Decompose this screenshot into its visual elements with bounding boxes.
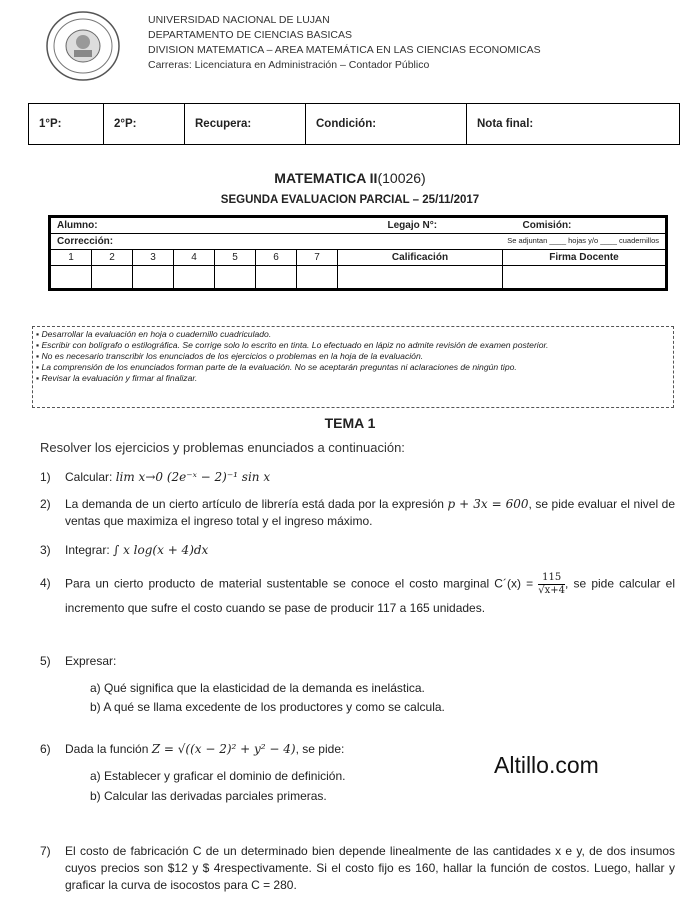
question-text-cont: , se pide:	[295, 742, 345, 756]
exercise-number: 6	[256, 250, 297, 266]
score-cell	[133, 266, 174, 289]
question-text: El costo de fabricación C de un determinado bien depende linealmente de las cantidades x e y, de dos insumos cuyos precios son $12 y $ 4respectivamente. Si el costo fijo es 160, hallar la función de costos. Luego, hallar y graficar la curva de isocostos para C = 280.	[65, 844, 675, 892]
rule-item: ▪ La comprensión de los enunciados forman parte de la evaluación. No se aceptarán preguntas ni aclaraciones de ningún tipo.	[36, 362, 670, 373]
score-cell	[51, 266, 92, 289]
firma-header: Firma Docente	[503, 250, 666, 266]
instructions-intro: Resolver los ejercicios y problemas enunciados a continuación:	[40, 440, 405, 455]
question-number: 5)	[40, 654, 51, 668]
exercise-number: 1	[51, 250, 92, 266]
question-3	[40, 542, 675, 559]
question-text: Integrar:	[65, 543, 114, 557]
question-number: 6)	[40, 742, 51, 756]
fraction-numerator: 115	[538, 572, 565, 585]
marginal-cost-fraction	[538, 572, 565, 597]
firma-cell	[503, 266, 666, 289]
question-text: La demanda de un cierto artículo de librería está dada por la expresión	[65, 497, 448, 511]
question-6b: b) Calcular las derivadas parciales primeras.	[90, 789, 327, 803]
fraction-denominator: √x+4	[538, 585, 566, 596]
question-math: p + 3x = 600	[447, 497, 529, 511]
question-number: 2)	[40, 497, 51, 511]
question-text-cont: , se pide evaluar el nivel de ventas que maximiza el ingreso total y el ingreso máximo.	[65, 497, 675, 528]
score-cell	[215, 266, 256, 289]
calificacion-cell	[338, 266, 503, 289]
question-number: 7)	[40, 844, 51, 858]
adjuntan-note: Se adjuntan ____ hojas y/o ____ cuadernillos	[507, 236, 659, 245]
correccion-row	[51, 234, 666, 250]
question-text: Para un cierto producto de material sustentable se conoce el costo marginal C´(x) =	[65, 576, 539, 591]
question-1	[40, 469, 675, 486]
question-5a: a) Qué significa que la elasticidad de la demanda es inelástica.	[90, 681, 425, 695]
score-cell	[256, 266, 297, 289]
question-math: lim x→0 (2e⁻ˣ − 2)⁻¹ sin x	[115, 470, 271, 484]
question-text-cont: , se pide calcular el incremento que sufre el costo cuando se pase de producir 117 a 165 unidades.	[65, 576, 675, 615]
watermark: Altillo.com	[494, 752, 599, 778]
exercise-number: 3	[133, 250, 174, 266]
question-number: 4)	[40, 576, 51, 590]
grade-cell-1p: 1°P:	[29, 104, 104, 145]
rule-item: ▪ No es necesario transcribir los enunciados de los ejercicios o problemas en la hoja de la evaluación.	[36, 351, 670, 362]
question-math: Z = √((x − 2)² + y² − 4)	[151, 742, 296, 756]
university-seal	[44, 10, 122, 82]
university-name: UNIVERSIDAD NACIONAL DE LUJAN	[148, 14, 330, 26]
grade-cell-2p: 2°P:	[104, 104, 185, 145]
question-text: Calcular:	[65, 470, 116, 484]
alumno-label: Alumno:	[51, 218, 338, 234]
question-text: Expresar:	[65, 654, 117, 668]
institution-header	[148, 13, 541, 73]
grade-cell-nota-final: Nota final:	[467, 104, 680, 145]
score-cell	[174, 266, 215, 289]
correccion-label: Corrección:	[57, 236, 114, 247]
question-number: 1)	[40, 470, 51, 484]
question-2	[40, 496, 675, 530]
grades-table	[28, 103, 680, 145]
student-info-box	[48, 215, 668, 291]
rule-item: ▪ Desarrollar la evaluación en hoja o cuadernillo cuadriculado.	[36, 329, 670, 340]
calificacion-header: Calificación	[338, 250, 503, 266]
score-cell	[297, 266, 338, 289]
department-name: DEPARTAMENTO DE CIENCIAS BASICAS	[148, 29, 353, 41]
comision-label: Comisión:	[503, 218, 666, 234]
exam-code: (10026)	[377, 170, 426, 186]
rule-item: ▪ Escribir con bolígrafo o estilográfica. Se corrige solo lo escrito en tinta. Lo efectuado en lápiz no admite revisión de examen posterior.	[36, 340, 670, 351]
question-4	[40, 572, 675, 619]
careers-line: Carreras: Licenciatura en Administración – Contador Público	[148, 59, 430, 71]
rule-item: ▪ Revisar la evaluación y firmar al finalizar.	[36, 373, 670, 384]
exercise-number: 2	[92, 250, 133, 266]
question-math: ∫ x log(x + 4)dx	[113, 543, 209, 557]
exam-subtitle: SEGUNDA EVALUACION PARCIAL – 25/11/2017	[220, 194, 480, 206]
legajo-label: Legajo N°:	[338, 218, 503, 234]
question-number: 3)	[40, 543, 51, 557]
exercise-number: 5	[215, 250, 256, 266]
grade-cell-recupera: Recupera:	[185, 104, 306, 145]
question-6a: a) Establecer y graficar el dominio de definición.	[90, 769, 346, 783]
question-5b: b) A qué se llama excedente de los productores y como se calcula.	[90, 700, 445, 714]
exercise-number: 4	[174, 250, 215, 266]
exam-title-text: MATEMATICA II	[274, 170, 378, 186]
question-5	[40, 653, 675, 670]
exam-title	[0, 170, 700, 186]
tema-heading: TEMA 1	[324, 415, 376, 431]
division-name: DIVISION MATEMATICA – AREA MATEMÁTICA EN LAS CIENCIAS ECONOMICAS	[148, 44, 541, 56]
score-cell	[92, 266, 133, 289]
grade-cell-condicion: Condición:	[306, 104, 467, 145]
exam-rules	[32, 326, 674, 408]
exercise-number: 7	[297, 250, 338, 266]
question-7	[40, 843, 675, 894]
question-text: Dada la función	[65, 742, 152, 756]
